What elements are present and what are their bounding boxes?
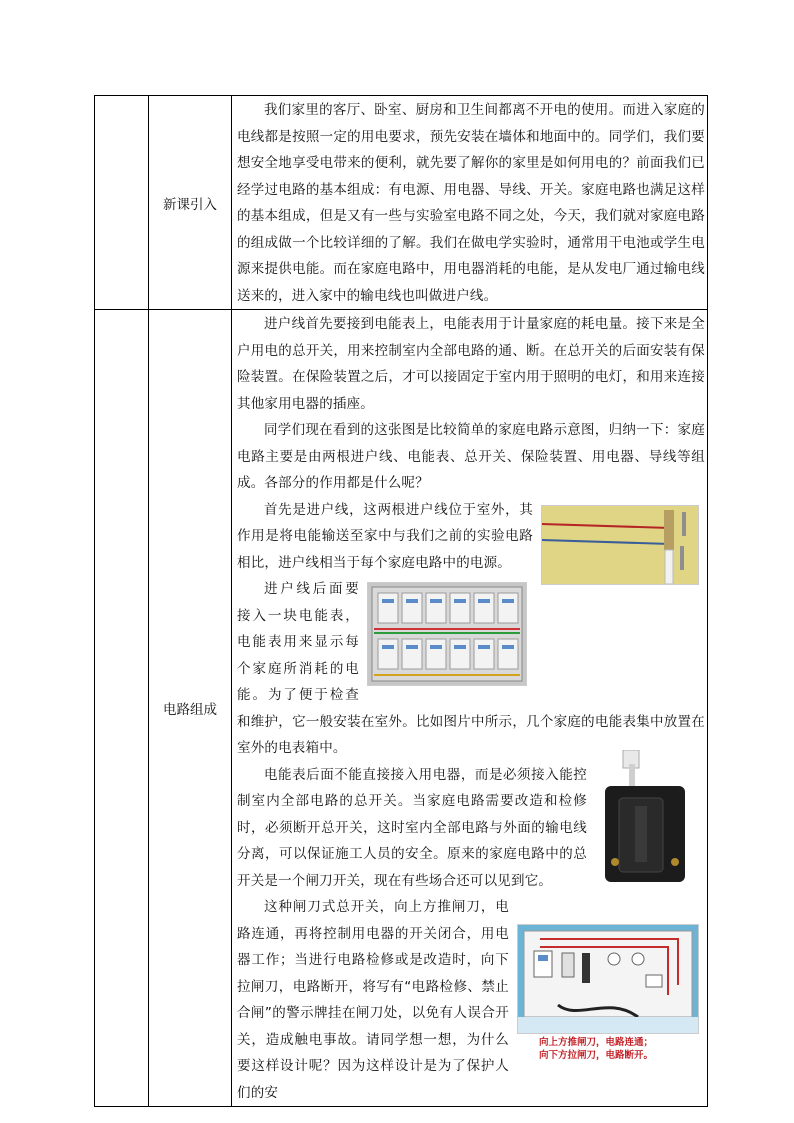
section-label-intro	[149, 96, 232, 310]
paragraph: 首先是进户线，这两根进户线位于室外，其作用是将电能输送至家中与我们之前的实验电路相比，进户线相当于每个家庭电路中的电源。	[237, 501, 533, 571]
meter-box-photo	[367, 582, 527, 686]
caption-line: 向下方拉闸刀，电路断开。	[539, 1050, 654, 1061]
section-label-text: 电路组成	[163, 702, 217, 718]
caption-line: 向上方推闸刀，电路连通；	[539, 1037, 654, 1048]
paragraph: 进户线首先要接到电能表上，电能表用于计量家庭的耗电量。接下来是全户用电的总开关，用来控制室内全部电路的通、断。在总开关的后面安装有保险装置。在保险装置之后，才可以接固定于室内用于照明的电灯，和用来连接其他家用电器的插座。	[237, 316, 705, 412]
incoming-wires-photo	[541, 505, 699, 585]
circuit-board-caption	[517, 1034, 699, 1062]
empty-cell	[95, 96, 149, 310]
intro-paragraph: 我们家里的客厅、卧室、厨房和卫生间都离不开电的使用。而进入家庭的电线都是按照一定的用电要求，预先安装在墙体和地面中的。同学们，我们要想安全地享受电带来的便利，就先要了解你的家里是如何用电的？前面我们已经学过电路的基本组成：有电源、用电器、导线、开关。家庭电路也满足这样的基本组成，但是又有一些与实验室电路不同之处，今天，我们就对家庭电路的组成做一个比较详细的了解。我们在做电学实验时，通常用干电池或学生电源来提供电能。而在家庭电路中，用电器消耗的电能，是从发电厂通过输电线送来的，进入家中的输电线也叫做进户线。	[237, 102, 705, 304]
empty-cell	[95, 310, 149, 1107]
lesson-plan-table	[94, 95, 708, 1107]
circuit-board-photo	[517, 924, 699, 1034]
content-cell-circuit	[232, 310, 708, 1107]
paragraph: 同学们现在看到的这张图是比较简单的家庭电路示意图，归纳一下：家庭电路主要是由两根进户线、电能表、总开关、保险装置、用电器、导线等组成。各部分的作用都是什么呢？	[237, 422, 705, 491]
section-label-text: 新课引入	[163, 196, 217, 213]
section-label-circuit	[149, 310, 232, 1107]
paragraph: 这种闸刀式总开关，向上方推闸刀，电路连通，再将控制用电器的开关闭合，用电器工作；当进行电路检修或是改造时，向下拉闸刀，电路断开，将写有“电路检修、禁止合闸”的警示牌挂在闸刀处，以免有人误合开关，造成触电事故。请同学想一想，为什么要这样设计呢？因为这样设计是为了保护人们的安	[237, 899, 509, 1101]
table-row-intro	[95, 96, 708, 310]
paragraph: 电能表后面不能直接接入用电器，而是必须接入能控制室内全部电路的总开关。当家庭电路需要改造和检修时，必须断开总开关，这时室内全部电路与外面的输电线分离，可以保证施工人员的安全。原来的家庭电路中的总开关是一个闸刀开关，现在有些场合还可以见到它。	[237, 766, 587, 889]
knife-switch-photo	[595, 750, 695, 888]
content-cell-intro	[232, 96, 708, 310]
circuit-board-figure	[517, 924, 699, 1066]
paragraph: 进户线后面要接入一块电能表，电能表用来显示每个家庭所消耗的电能。为了便于检查和维护，它一般安装在室外。比如图片中所示，几个家庭的电能表集中放置在室外的电表箱中。	[237, 581, 705, 756]
table-row-circuit	[95, 310, 708, 1107]
